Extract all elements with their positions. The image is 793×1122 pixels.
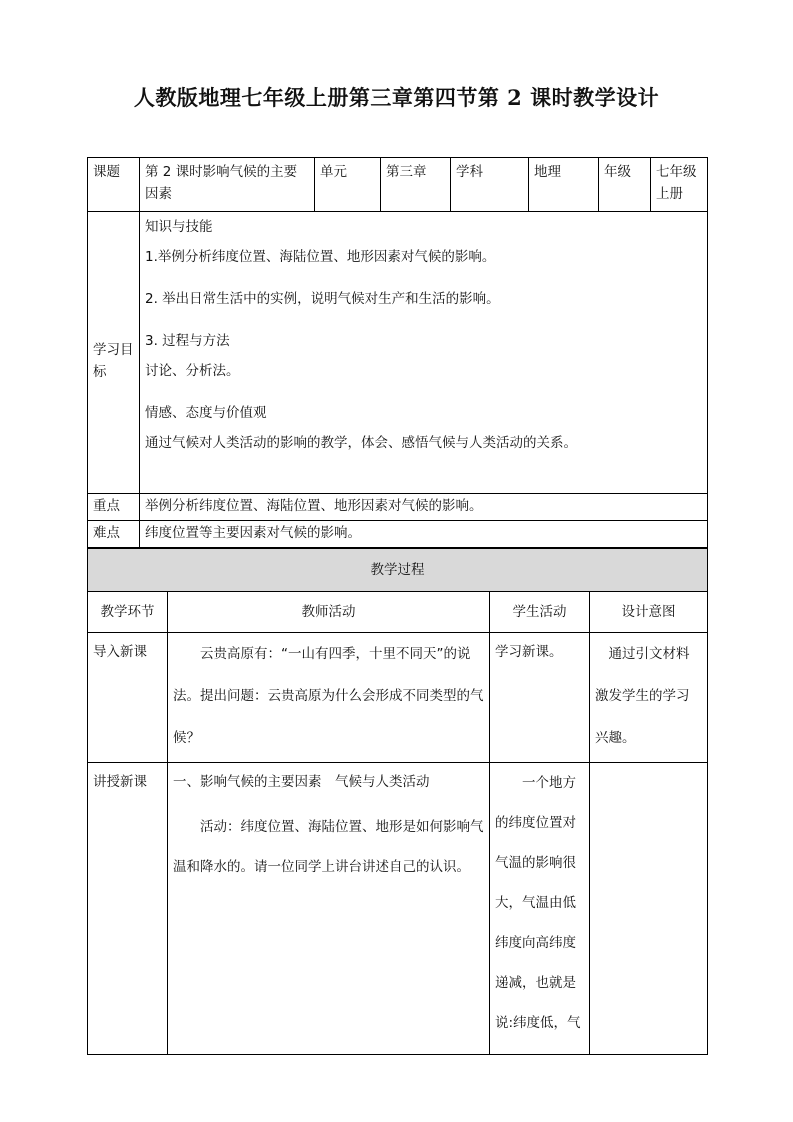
key-point-label: 重点 <box>88 494 140 521</box>
intro-student: 学习新课。 <box>490 633 590 763</box>
key-point-text: 举例分析纬度位置、海陆位置、地形因素对气候的影响。 <box>140 494 708 521</box>
unit-value: 第三章 <box>381 158 451 212</box>
difficulty-label: 难点 <box>88 521 140 548</box>
objective-line: 讨论、分析法。 <box>145 363 240 379</box>
grade-value: 七年级上册 <box>651 158 708 212</box>
subject-value: 地理 <box>529 158 599 212</box>
header-intent: 设计意图 <box>590 592 708 633</box>
topic-label: 课题 <box>88 158 140 212</box>
lecture-stage: 讲授新课 <box>88 763 168 1055</box>
difficulty-text: 纬度位置等主要因素对气候的影响。 <box>140 521 708 548</box>
topic-value: 第 2 课时影响气候的主要因素 <box>140 158 315 212</box>
intro-intent: 通过引文材料激发学生的学习兴趣。 <box>590 633 708 763</box>
document-title: 人教版地理七年级上册第三章第四节第 2 课时教学设计 <box>133 85 660 110</box>
objective-line: 情感、态度与价值观 <box>145 405 267 421</box>
process-title: 教学过程 <box>88 549 708 592</box>
lecture-heading: 一、影响气候的主要因素 气候与人类活动 <box>173 774 430 790</box>
objective-line: 3. 过程与方法 <box>145 333 230 349</box>
subject-label: 学科 <box>451 158 529 212</box>
info-table <box>87 157 708 548</box>
lecture-teacher <box>168 763 490 1055</box>
header-stage: 教学环节 <box>88 592 168 633</box>
header-student: 学生活动 <box>490 592 590 633</box>
header-teacher: 教师活动 <box>168 592 490 633</box>
objective-line: 知识与技能 <box>145 219 213 235</box>
intro-teacher: 云贵高原有：“一山有四季，十里不同天”的说法。提出问题：云贵高原为什么会形成不同类型的气候？ <box>168 633 490 763</box>
unit-label: 单元 <box>315 158 381 212</box>
objective-line: 1.举例分析纬度位置、海陆位置、地形因素对气候的影响。 <box>145 249 496 265</box>
lecture-activity: 活动：纬度位置、海陆位置、地形是如何影响气温和降水的。请一位同学上讲台讲述自己的认识。 <box>173 819 484 875</box>
objectives-label: 学习目标 <box>88 212 140 494</box>
lecture-intent <box>590 763 708 1055</box>
grade-label: 年级 <box>599 158 651 212</box>
objective-line: 2. 举出日常生活中的实例，说明气候对生产和生活的影响。 <box>145 291 500 307</box>
objectives-content <box>140 212 708 494</box>
intro-stage: 导入新课 <box>88 633 168 763</box>
lecture-student: 一个地方的纬度位置对气温的影响很大，气温由低纬度向高纬度递减，也就是说:纬度低，气 <box>490 763 590 1055</box>
objective-line: 通过气候对人类活动的影响的教学，体会、感悟气候与人类活动的关系。 <box>145 435 577 451</box>
process-table <box>87 548 708 1055</box>
